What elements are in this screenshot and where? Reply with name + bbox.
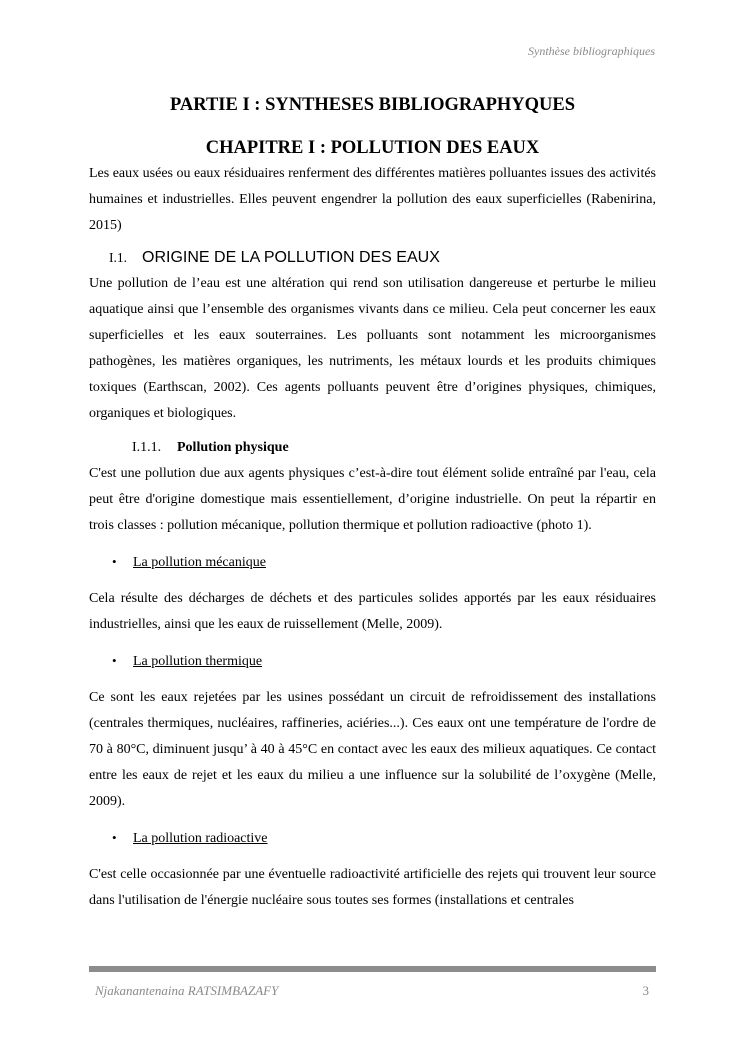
section-1-1-paragraph: C'est une pollution due aux agents physiques c’est-à-dire tout élément solide entraîné par l'eau, cela peut être d'origine domestique mais essentiellement, d’origine industrielle. On peut la répartir en trois classes : pollution mécanique, pollution thermique et pollution radioactive (photo 1).	[89, 466, 656, 533]
bullet-label: La pollution thermique	[133, 654, 263, 669]
bullet-paragraph-mecanique: Cela résulte des décharges de déchets et des particules solides apportés par les eaux résiduaires industrielles, ainsi que les eaux de ruissellement (Melle, 2009).	[89, 591, 656, 632]
section-heading-1	[109, 245, 656, 271]
part-title: PARTIE I : SYNTHESES BIBLIOGRAPHYQUES	[169, 95, 576, 115]
section-number: I.1.	[109, 250, 127, 265]
page-number: 3	[642, 983, 649, 998]
bullet-icon: •	[112, 830, 117, 845]
bullet-icon: •	[112, 653, 117, 668]
bullet-icon: •	[112, 554, 117, 569]
running-header: Synthèse bibliographiques	[528, 44, 655, 58]
bullet-paragraph-radioactive: C'est celle occasionnée par une éventuelle radioactivité artificielle des rejets qui trouvent leur source dans l'utilisation de l'énergie nucléaire sous toutes ses formes (installations et centrales	[89, 867, 656, 908]
section-1-paragraph: Une pollution de l’eau est une altération qui rend son utilisation dangereuse et perturbe le milieu aquatique ainsi que l’ensemble des organismes vivants dans ce milieu. Cela peut concerner les eaux superficielles et les eaux souterraines. Les polluants sont notamment les microorganismes pathogènes, les matières organiques, les nutriments, les métaux lourds et les produits chimiques toxiques (Earthscan, 2002). Ces agents polluants peuvent être d’origines physiques, chimiques, organiques et biologiques.	[89, 276, 656, 421]
section-heading-1-1	[132, 435, 656, 461]
bullet-paragraph-thermique: Ce sont les eaux rejetées par les usines possédant un circuit de refroidissement des installations (centrales thermiques, nucléaires, raffineries, aciéries...). Ces eaux ont une température de l'ordre de 70 à 80°C, diminuent jusqu’ à 40 à 45°C en contact avec les eaux des milieux aquatiques. Ce contact entre les eaux de rejet et les eaux du milieu a une influence sur la solubilité de l’oxygène (Melle, 2009).	[89, 690, 656, 809]
footer-divider	[89, 966, 656, 972]
footer-author: Njakanantenaina RATSIMBAZAFY	[95, 983, 279, 998]
page-content	[89, 92, 656, 914]
bullet-item-mecanique	[89, 549, 656, 576]
section-title: ORIGINE DE LA POLLUTION DES EAUX	[142, 249, 440, 266]
bullet-label: La pollution radioactive	[133, 831, 268, 846]
subsection-title: Pollution physique	[177, 440, 289, 455]
intro-paragraph: Les eaux usées ou eaux résiduaires renferment des différentes matières polluantes issues des activités humaines et industrielles. Elles peuvent engendrer la pollution des eaux superficielles (Rabenirina, 2015)	[89, 166, 656, 233]
chapter-title: CHAPITRE I : POLLUTION DES EAUX	[205, 138, 540, 158]
subsection-number: I.1.1.	[132, 440, 162, 455]
bullet-item-radioactive	[89, 825, 656, 852]
bullet-label: La pollution mécanique	[133, 555, 266, 570]
bullet-item-thermique	[89, 648, 656, 675]
